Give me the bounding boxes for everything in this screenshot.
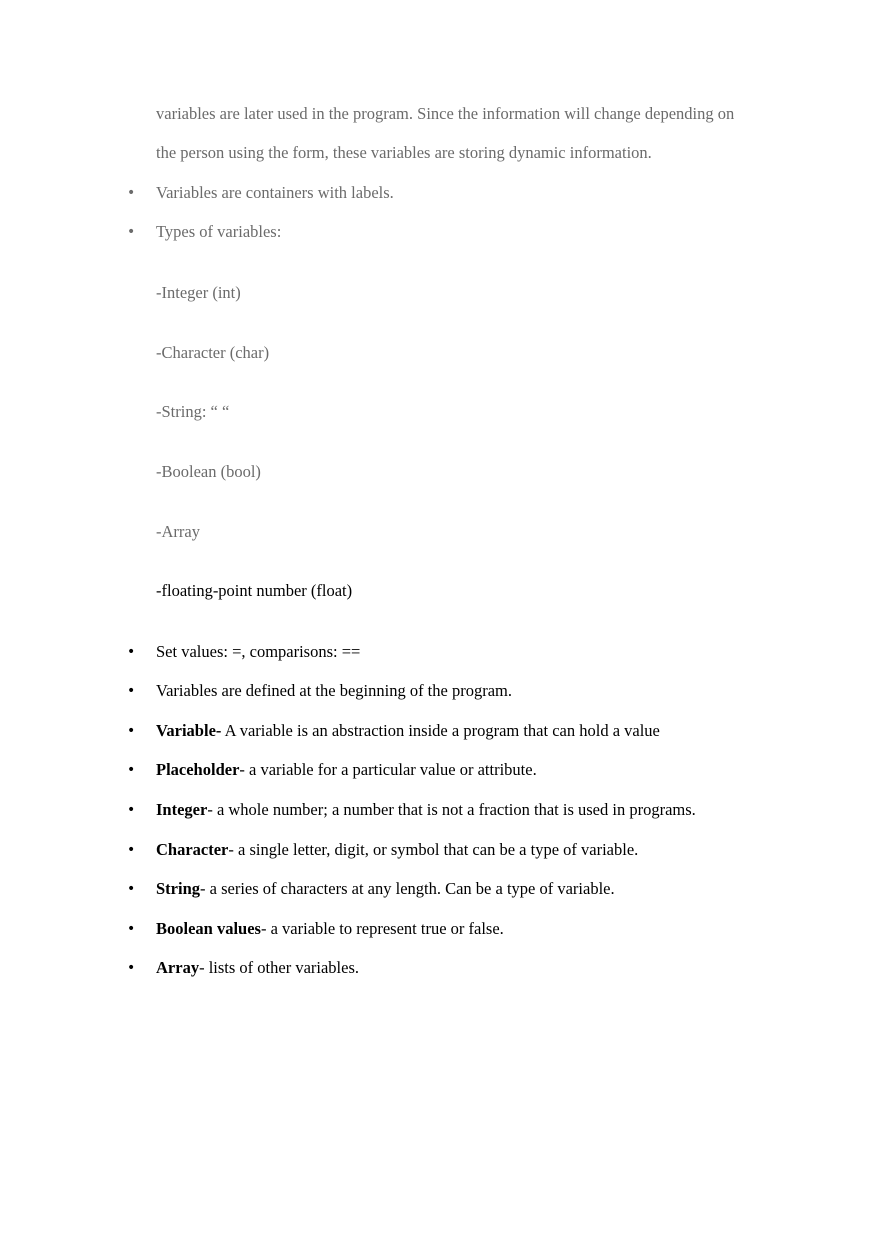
bullet-icon: • xyxy=(127,224,136,240)
definition-term: Character xyxy=(156,840,229,859)
bullet-containers: Variables are containers with labels. xyxy=(156,183,394,202)
definition-term: Variable- xyxy=(156,721,222,740)
definition-boolean-values xyxy=(156,919,504,939)
bullet-icon: • xyxy=(127,921,136,937)
definition-term: String xyxy=(156,879,201,898)
intro-line-2: the person using the form, these variables are storing dynamic information. xyxy=(156,143,652,162)
bullet-defined-at-beginning: Variables are defined at the beginning of the program. xyxy=(156,681,512,700)
bullet-icon: • xyxy=(127,762,136,778)
bullet-icon: • xyxy=(127,960,136,976)
bullet-types-heading: Types of variables: xyxy=(156,222,282,241)
definition-text: - a variable to represent true or false. xyxy=(260,919,504,938)
definition-term: Array xyxy=(156,958,200,977)
definition-term: Placeholder xyxy=(156,760,240,779)
definition-text: A variable is an abstraction inside a program that can hold a value xyxy=(221,721,660,740)
bullet-icon: • xyxy=(127,842,136,858)
bullet-icon: • xyxy=(127,881,136,897)
definition-text: - a whole number; a number that is not a fraction that is used in programs. xyxy=(207,800,696,819)
definition-variable xyxy=(156,721,660,741)
definition-array xyxy=(156,958,359,978)
definition-placeholder xyxy=(156,760,537,780)
definition-term: Integer xyxy=(156,800,208,819)
definition-text: - a variable for a particular value or attribute. xyxy=(239,760,537,779)
bullet-icon: • xyxy=(127,802,136,818)
bullet-icon: • xyxy=(127,683,136,699)
intro-line-1: variables are later used in the program. Since the information will change depending on xyxy=(156,104,735,123)
definition-integer xyxy=(156,800,696,820)
type-integer: -Integer (int) xyxy=(156,283,241,302)
type-boolean: -Boolean (bool) xyxy=(156,462,261,481)
type-array: -Array xyxy=(156,522,200,541)
bullet-icon: • xyxy=(127,723,136,739)
definition-text: - a single letter, digit, or symbol that can be a type of variable. xyxy=(228,840,639,859)
definition-character xyxy=(156,840,638,860)
definition-text: - lists of other variables. xyxy=(199,958,359,977)
bullet-icon: • xyxy=(127,644,136,660)
definition-string xyxy=(156,879,615,899)
definition-term: Boolean values xyxy=(156,919,261,938)
type-character: -Character (char) xyxy=(156,343,270,362)
bullet-icon: • xyxy=(127,185,136,201)
type-float: -floating-point number (float) xyxy=(156,581,353,600)
definition-text: - a series of characters at any length. Can be a type of variable. xyxy=(200,879,615,898)
type-string: -String: “ “ xyxy=(156,402,230,421)
bullet-set-values: Set values: =, comparisons: == xyxy=(156,642,361,661)
